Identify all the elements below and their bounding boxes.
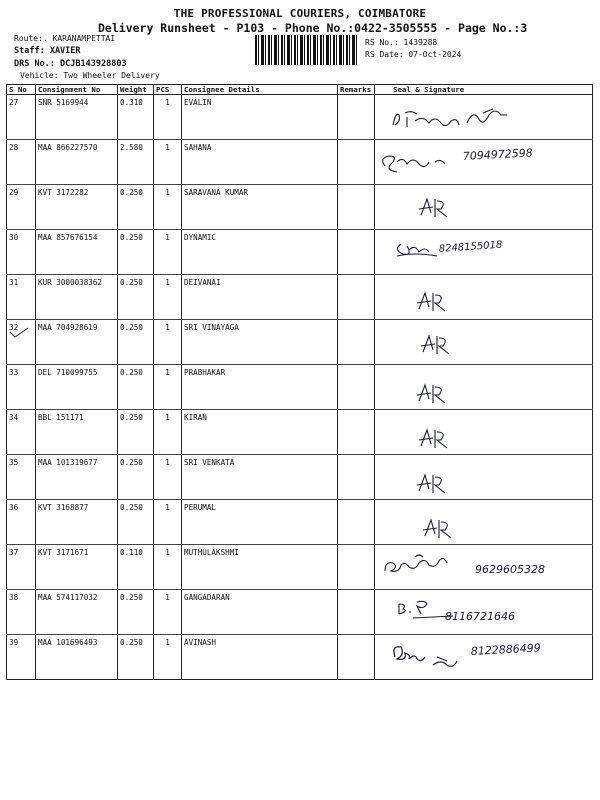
cell-weight: 0.250 [118, 365, 154, 410]
cell-remarks [338, 320, 375, 365]
cell-pcs: 1 [154, 140, 182, 185]
cell-sno: 27 [7, 95, 36, 140]
cell-sno: 28 [7, 140, 36, 185]
signature-cell [375, 185, 593, 230]
cell-sno: 36 [7, 500, 36, 545]
cell-remarks [338, 95, 375, 140]
route-label: Route:. KARANAMPETTAI [14, 34, 116, 43]
cell-consignee: GANGADARAN [182, 590, 338, 635]
signature-cell [375, 500, 593, 545]
staff-label: Staff: XAVIER [14, 46, 81, 56]
cell-sno: 35 [7, 455, 36, 500]
signature-phone: 8122886499 [470, 641, 542, 658]
table-row [7, 590, 593, 635]
table-row [7, 410, 593, 455]
table-row [7, 185, 593, 230]
cell-pcs: 1 [154, 320, 182, 365]
handwritten-signature [375, 590, 593, 631]
handwritten-signature [375, 635, 593, 676]
cell-remarks [338, 455, 375, 500]
cell-pcs: 1 [154, 185, 182, 230]
vehicle-label: Vehicle: Two Wheeler Delivery [20, 71, 160, 80]
cell-weight: 0.250 [118, 455, 154, 500]
cell-remarks [338, 140, 375, 185]
handwritten-signature [375, 140, 593, 181]
cell-remarks [338, 185, 375, 230]
initials-mark [375, 275, 593, 316]
cell-consignee: PERUMAL [182, 500, 338, 545]
cell-consignment: MAA 101696493 [36, 635, 118, 680]
row-number: 32 [9, 323, 19, 332]
cell-sno: 33 [7, 365, 36, 410]
cell-remarks [338, 590, 375, 635]
cell-consignment: MAA 704928619 [36, 320, 118, 365]
initials-mark [375, 185, 593, 226]
cell-pcs: 1 [154, 410, 182, 455]
cell-consignee: KIRAN [182, 410, 338, 455]
cell-sno: 29 [7, 185, 36, 230]
signature-cell [375, 230, 593, 275]
cell-consignment: MAA 101319677 [36, 455, 118, 500]
signature-cell [375, 410, 593, 455]
cell-weight: 0.250 [118, 590, 154, 635]
table-row [7, 140, 593, 185]
cell-pcs: 1 [154, 95, 182, 140]
table-row [7, 545, 593, 590]
table-row [7, 500, 593, 545]
cell-consignment: KUR 3000038362 [36, 275, 118, 320]
rs-date: RS Date: 07-Oct-2024 [365, 50, 462, 59]
cell-consignee: SRI VENKATA [182, 455, 338, 500]
signature-cell [375, 320, 593, 365]
cell-consignee: SRI VINAYAGA [182, 320, 338, 365]
signature-cell [375, 140, 593, 185]
table-header-row [7, 85, 593, 95]
cell-sno: 39 [7, 635, 36, 680]
initials-mark [375, 320, 593, 361]
table-row [7, 230, 593, 275]
cell-sno: 34 [7, 410, 36, 455]
cell-weight: 0.250 [118, 635, 154, 680]
table-row [7, 455, 593, 500]
cell-pcs: 1 [154, 275, 182, 320]
cell-weight: 0.250 [118, 230, 154, 275]
signature-cell [375, 545, 593, 590]
cell-weight: 0.250 [118, 185, 154, 230]
check-mark-icon [8, 326, 30, 340]
table-row [7, 635, 593, 680]
col-sno: S No [7, 85, 36, 95]
handwritten-signature [375, 545, 593, 586]
cell-consignee: PRABHAKAR [182, 365, 338, 410]
cell-pcs: 1 [154, 500, 182, 545]
cell-remarks [338, 275, 375, 320]
cell-consignee: EVALIN [182, 95, 338, 140]
cell-weight: 0.250 [118, 410, 154, 455]
cell-consignment: DEL 710099755 [36, 365, 118, 410]
cell-remarks [338, 410, 375, 455]
cell-weight: 0.110 [118, 545, 154, 590]
col-consignee: Consignee Details [182, 85, 338, 95]
signature-cell [375, 590, 593, 635]
drs-number: DRS No.: DCJB143928803 [14, 59, 127, 69]
handwritten-signature [375, 230, 593, 271]
col-consignment: Consignment No [36, 85, 118, 95]
cell-pcs: 1 [154, 455, 182, 500]
barcode [255, 35, 359, 65]
cell-pcs: 1 [154, 545, 182, 590]
signature-cell [375, 635, 593, 680]
cell-weight: 0.250 [118, 320, 154, 365]
initials-mark [375, 365, 593, 406]
signature-phone: 8248155018 [438, 239, 503, 255]
cell-consignment: MAA 857676154 [36, 230, 118, 275]
table-row [7, 320, 593, 365]
cell-consignment: MAA 866227570 [36, 140, 118, 185]
cell-remarks [338, 545, 375, 590]
signature-phone: 9629605328 [475, 563, 545, 576]
signature-cell [375, 455, 593, 500]
signature-cell [375, 275, 593, 320]
cell-weight: 0.250 [118, 500, 154, 545]
runsheet-table [6, 84, 593, 680]
table-row [7, 365, 593, 410]
cell-remarks [338, 635, 375, 680]
cell-weight: 0.310 [118, 95, 154, 140]
cell-pcs: 1 [154, 230, 182, 275]
col-remarks: Remarks [338, 85, 375, 95]
signature-phone: 8116721646 [445, 610, 515, 623]
cell-consignment: BBL 151171 [36, 410, 118, 455]
cell-pcs: 1 [154, 365, 182, 410]
cell-consignment: KVT 3168877 [36, 500, 118, 545]
cell-consignment: KVT 3172282 [36, 185, 118, 230]
cell-sno: 30 [7, 230, 36, 275]
table-row [7, 95, 593, 140]
cell-sno: 38 [7, 590, 36, 635]
cell-consignee: DEIVANAI [182, 275, 338, 320]
cell-sno: 31 [7, 275, 36, 320]
signature-phone: 7094972598 [462, 146, 534, 163]
runsheet-title: Delivery Runsheet - P103 - Phone No.:0422-3505555 - Page No.:3 [98, 21, 528, 35]
cell-consignment: MAA 574117032 [36, 590, 118, 635]
cell-consignee: MUTHULAKSHMI [182, 545, 338, 590]
cell-remarks [338, 230, 375, 275]
col-pcs: PCS [154, 85, 182, 95]
cell-remarks [338, 365, 375, 410]
cell-pcs: 1 [154, 635, 182, 680]
cell-consignee: DYNAMIC [182, 230, 338, 275]
cell-consignee: SAHANA [182, 140, 338, 185]
initials-mark [375, 410, 593, 451]
cell-sno [7, 320, 36, 365]
cell-remarks [338, 500, 375, 545]
cell-consignment: KVT 3171671 [36, 545, 118, 590]
handwritten-signature [375, 95, 593, 136]
table-row [7, 275, 593, 320]
company-title: THE PROFESSIONAL COURIERS, COIMBATORE [173, 7, 427, 20]
cell-sno: 37 [7, 545, 36, 590]
cell-weight: 0.250 [118, 275, 154, 320]
cell-consignee: SARAVANA KUMAR [182, 185, 338, 230]
cell-pcs: 1 [154, 590, 182, 635]
signature-cell [375, 95, 593, 140]
initials-mark [375, 455, 593, 496]
col-weight: Weight [118, 85, 154, 95]
rs-number: RS No.: 1439288 [365, 38, 438, 47]
cell-consignment: SNR 5169944 [36, 95, 118, 140]
initials-mark [375, 500, 593, 541]
cell-weight: 2.580 [118, 140, 154, 185]
cell-consignee: AVINASH [182, 635, 338, 680]
col-signature: Seal & Signature [375, 85, 593, 95]
signature-cell [375, 365, 593, 410]
